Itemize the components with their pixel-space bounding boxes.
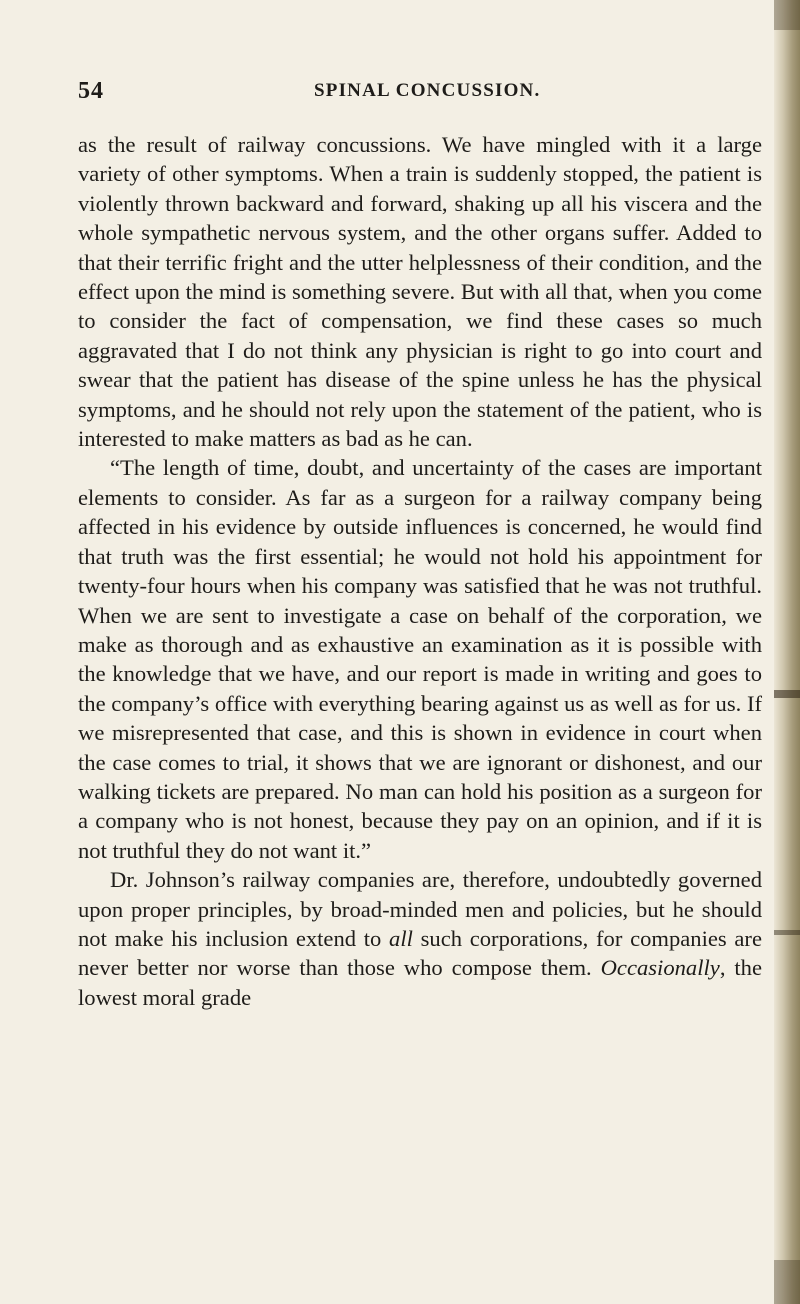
page-edge-shadow	[774, 0, 800, 30]
page-edge-shadow	[774, 930, 800, 935]
paragraph: “The length of time, doubt, and uncertainty of the cases are important elements to consider. As far as a surgeon for a railway company being affected in his evidence by outside influences is concerned, he would find that truth was the first essential; he would not hold his appointment for twenty-four hours when his company was satisfied that he was not truthful. When we are sent to investigate a case on behalf of the corporation, we make as thorough and as exhaustive an examination as it is possible with the knowledge that we have, and our report is made in writing and goes to the company’s office with everything bearing against us as well as for us. If we misrepresented that case, and this is shown in evidence in court when the case comes to trial, it shows that we are ignorant or dishonest, and our walking tickets are prepared. No man can hold his position as a surgeon for a company who is not honest, because they pay on an opinion, and if it is not truthful they do not want it.”	[78, 455, 762, 863]
page-number: 54	[78, 78, 104, 104]
paragraph-text: such corporations, for companies are never better nor worse than those who compose them.	[78, 925, 762, 981]
body-text	[78, 130, 762, 1012]
page-edge	[774, 0, 800, 1304]
emphasis-text: all	[389, 925, 413, 951]
emphasis-text: Occasionally	[600, 955, 720, 981]
page-edge-shadow	[774, 690, 800, 698]
running-head: SPINAL CONCUSSION.	[314, 80, 541, 101]
page-edge-shadow	[774, 1260, 800, 1304]
paragraph-text: Dr. Johnson’s railway companies are, therefore, undoubtedly governed upon proper principles, by broad-minded men and policies, but he should not make his inclusion extend to	[78, 867, 762, 951]
paragraph-text: , the lowest moral grade	[78, 955, 762, 1010]
page-header	[78, 78, 730, 108]
paragraph	[78, 865, 762, 1012]
paragraph: as the result of railway concussions. We have mingled with it a large variety of other symptoms. When a train is suddenly stopped, the patient is violently thrown backward and forward, shaking up all his viscera and the whole sympathetic nervous system, and the other organs suffer. Added to that their terrific fright and the utter helplessness of their condition, and the effect upon the mind is something severe. But with all that, when you come to consider the fact of compensation, we find these cases so much aggravated that I do not think any physician is right to go into court and swear that the patient has disease of the spine unless he has the physical symptoms, and he should not rely upon the statement of the patient, who is interested to make matters as bad as he can.	[78, 132, 762, 452]
